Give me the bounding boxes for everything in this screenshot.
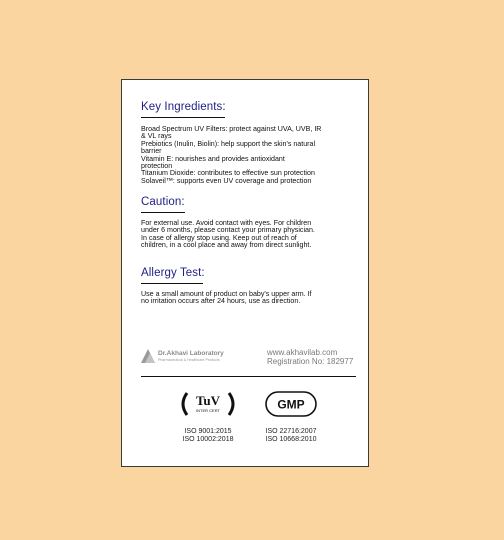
iso-standard: ISO 9001:2015 (184, 428, 232, 435)
iso-standard: ISO 22716:2007 (265, 428, 317, 435)
allergy-section (141, 267, 361, 306)
ingredient-line: barrier (141, 147, 162, 156)
lab-logo-icon (141, 349, 155, 363)
caution-line: In case of allergy stop using. Keep out of reach of (141, 233, 297, 242)
svg-text:INTER CERT: INTER CERT (196, 408, 220, 413)
allergy-underline (141, 283, 203, 284)
allergy-line: Use a small amount of product on baby's upper arm. If (141, 290, 312, 298)
caution-underline (141, 212, 185, 213)
lab-name: Dr.Akhavi Laboratory (158, 350, 224, 357)
ingredient-line: Solaveil™: supports even UV coverage and protection (141, 176, 312, 185)
gmp-logo-icon (264, 390, 318, 418)
iso-right-list (264, 428, 318, 444)
tuv-logo-icon (178, 390, 238, 418)
footer-info-row (141, 348, 356, 374)
caution-line: under 6 months, please contact your primary physician. (141, 226, 315, 235)
ingredients-section (141, 101, 361, 185)
caution-text (141, 220, 361, 250)
ingredients-heading: Key Ingredients: (141, 101, 226, 113)
ingredients-underline (141, 117, 225, 118)
caution-section (141, 196, 361, 250)
tuv-certification (178, 390, 238, 444)
website-text: www.akhavilab.com (267, 348, 338, 357)
ingredient-line: protection (141, 162, 173, 171)
lab-tagline: Pharmaceutical & Healthcare Products (158, 358, 220, 362)
allergy-heading: Allergy Test: (141, 267, 205, 279)
footer-divider (141, 376, 356, 377)
svg-text:GMP: GMP (277, 397, 305, 412)
product-label (121, 79, 369, 467)
ingredients-list (141, 126, 361, 185)
iso-left-list (178, 428, 238, 444)
caution-line: children, in a cool place and away from direct sunlight. (141, 241, 312, 250)
allergy-text (141, 291, 361, 306)
ingredient-line: Prebiotics (Inulin, Biolin): help support the skin's natural (141, 139, 316, 148)
ingredient-line: Vitamin E: nourishes and provides antioxidant (141, 154, 285, 163)
ingredient-line: Titanium Dioxide: contributes to effective sun protection (141, 169, 315, 178)
iso-standard: ISO 10668:2010 (265, 436, 317, 443)
registration-text: Registration No: 182977 (267, 357, 354, 366)
iso-standard: ISO 10002:2018 (182, 436, 234, 443)
ingredient-line: Broad Spectrum UV Filters: protect against UVA, UVB, IR (141, 125, 322, 133)
svg-text:TuV: TuV (195, 393, 221, 408)
lab-logo (141, 348, 241, 368)
allergy-line: no irritation occurs after 24 hours, use as direction. (141, 297, 301, 306)
caution-heading: Caution: (141, 196, 185, 208)
caution-line: For external use. Avoid contact with eyes. For children (141, 219, 312, 227)
ingredient-line: & VL rays (141, 132, 172, 141)
gmp-certification (264, 390, 318, 444)
